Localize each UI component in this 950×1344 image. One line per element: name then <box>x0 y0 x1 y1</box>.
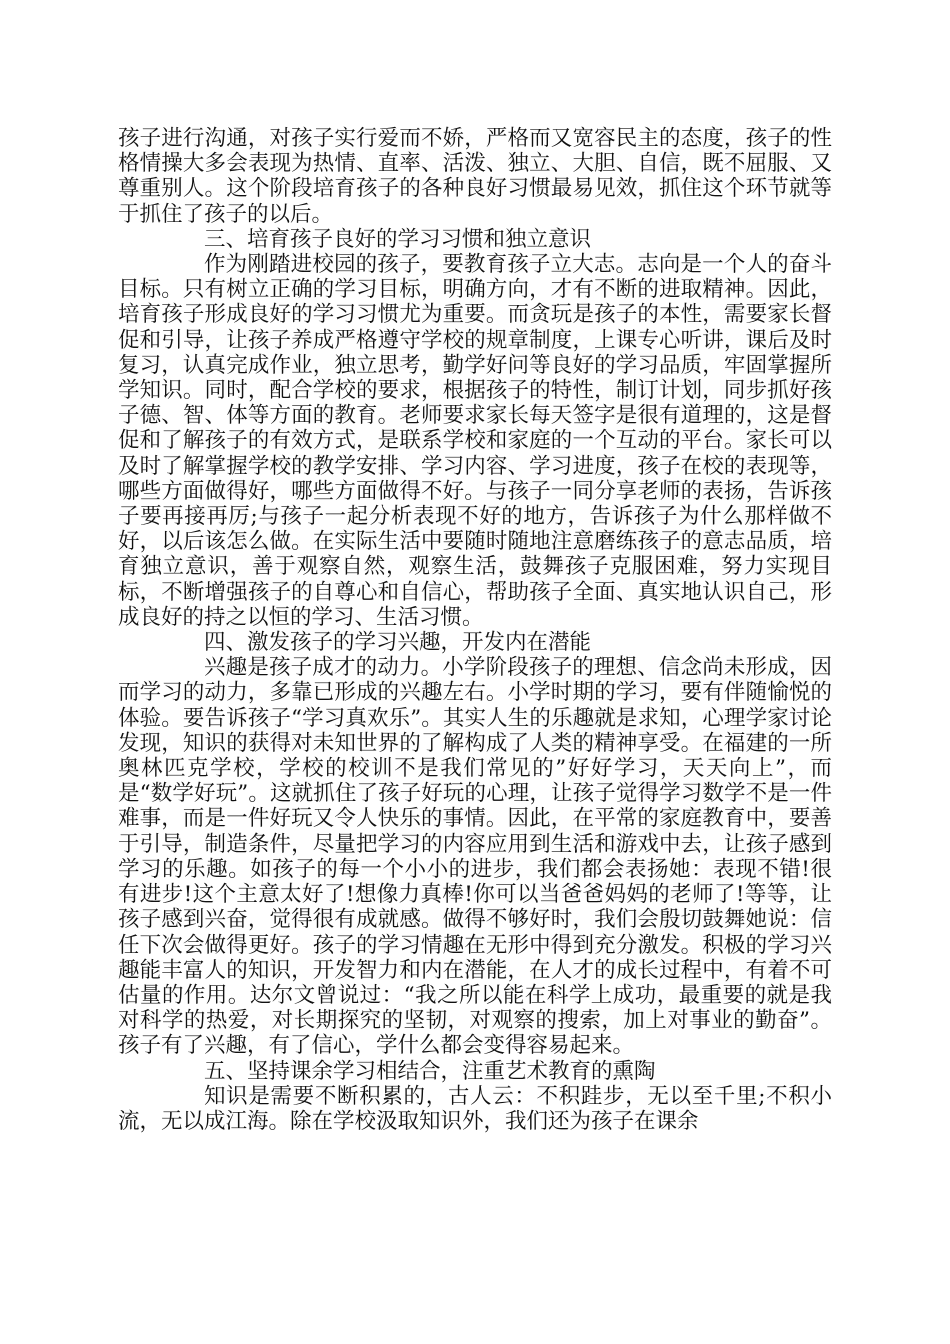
section-heading-4: 四、激发孩子的学习兴趣，开发内在潜能 <box>204 630 592 656</box>
paragraph-section-5: 知识是需要不断积累的，古人云：不积跬步，无以至千里;不积小流，无以成江海。除在学校汲取知识外，我们还为孩子在课余 <box>118 1083 832 1134</box>
paragraph-intro: 孩子进行沟通，对孩子实行爱而不娇，严格而又宽容民主的态度，孩子的性格情操大多会表现为热情、直率、活泼、独立、大胆、自信，既不屈服、又尊重别人。这个阶段培育孩子的各种良好习惯最易见效，抓住这个环节就等于抓住了孩子的以后。 <box>118 126 832 227</box>
section-heading-5: 五、坚持课余学习相结合，注重艺术教育的熏陶 <box>204 1058 656 1084</box>
paragraph-section-3: 作为刚踏进校园的孩子，要教育孩子立大志。志向是一个人的奋斗目标。只有树立正确的学习目标，明确方向，才有不断的进取精神。因此，培育孩子形成良好的学习习惯尤为重要。而贪玩是孩子的本性，需要家长督促和引导，让孩子养成严格遵守学校的规章制度，上课专心听讲，课后及时复习，认真完成作业，独立思考，勤学好问等良好的学习品质，牢固掌握所学知识。同时，配合学校的要求，根据孩子的特性，制订计划，同步抓好孩子德、智、体等方面的教育。老师要求家长每天签字是很有道理的，这是督促和了解孩子的有效方式，是联系学校和家庭的一个互动的平台。家长可以及时了解掌握学校的教学安排、学习内容、学习进度，孩子在校的表现等，哪些方面做得好，哪些方面做得不好。与孩子一同分享老师的表扬，告诉孩子要再接再厉;与孩子一起分析表现不好的地方，告诉孩子为什么那样做不好，以后该怎么做。在实际生活中要随时随地注意磨练孩子的意志品质，培育独立意识，善于观察自然，观察生活，鼓舞孩子克服困难，努力实现目标，不断增强孩子的自尊心和自信心，帮助孩子全面、真实地认识自己，形成良好的持之以恒的学习、生活习惯。 <box>118 252 832 630</box>
section-heading-3: 三、培育孩子良好的学习习惯和独立意识 <box>204 226 592 252</box>
document-page <box>118 126 832 1134</box>
paragraph-section-4: 兴趣是孩子成才的动力。小学阶段孩子的理想、信念尚未形成，因而学习的动力，多靠已形成的兴趣左右。小学时期的学习，要有伴随愉悦的体验。要告诉孩子“学习真欢乐”。其实人生的乐趣就是求知，心理学家讨论发现，知识的获得对未知世界的了解构成了人类的精神享受。在福建的一所奥林匹克学校，学校的校训不是我们常见的”好好学习，天天向上”，而是“数学好玩”。这就抓住了孩子好玩的心理，让孩子觉得学习数学不是一件难事，而是一件好玩又令人快乐的事情。因此，在平常的家庭教育中，要善于引导，制造条件，尽量把学习的内容应用到生活和游戏中去，让孩子感到学习的乐趣。如孩子的每一个小小的进步，我们都会表扬她：表现不错!很有进步!这个主意太好了!想像力真棒!你可以当爸爸妈妈的老师了!等等，让孩子感到兴奋，觉得很有成就感。做得不够好时，我们会殷切鼓舞她说：信任下次会做得更好。孩子的学习情趣在无形中得到充分激发。积极的学习兴趣能丰富人的知识，开发智力和内在潜能，在人才的成长过程中，有着不可估量的作用。达尔文曾说过：“我之所以能在科学上成功，最重要的就是我对科学的热爱，对长期探究的坚韧，对观察的搜索，加上对事业的勤奋”。孩子有了兴趣，有了信心，学什么都会变得容易起来。 <box>118 655 832 1059</box>
